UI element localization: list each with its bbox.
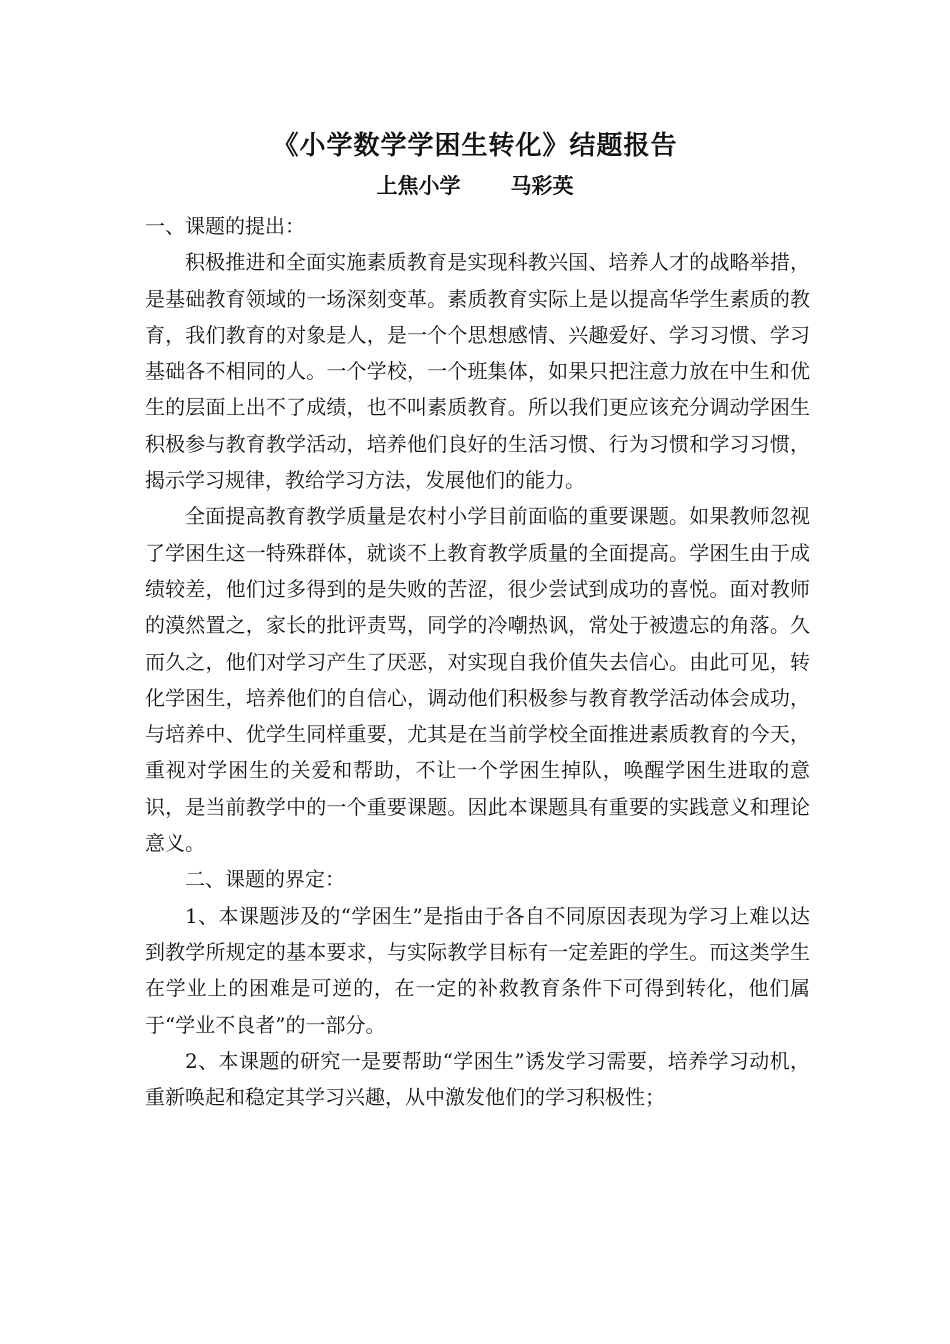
body-paragraph: 积极推进和全面实施素质教育是实现科教兴国、培养人才的战略举措，是基础教育领域的一场深刻变革。素质教育实际上是以提高华学生素质的教育，我们教育的对象是人，是一个个思想感情、兴趣爱好、学习习惯、学习基础各不相同的人。一个学校，一个班集体，如果只把注意力放在中生和优生的层面上出不了成绩，也不叫素质教育。所以我们更应该充分调动学困生积极参与教育教学活动，培养他们良好的生活习惯、行为习惯和学习习惯，揭示学习规律，教给学习方法，发展他们的能力。	[145, 250, 810, 493]
body-paragraph: 2、本课题的研究一是要帮助“学困生”诱发学习需要，培养学习动机，重新唤起和稳定其学习兴趣，从中激发他们的学习积极性；	[145, 1048, 810, 1110]
school-name: 上焦小学	[376, 174, 461, 198]
body-paragraph: 全面提高教育教学质量是农村小学目前面临的重要课题。如果教师忽视了学困生这一特殊群体，就谈不上教育教学质量的全面提高。学困生由于成绩较差，他们过多得到的是失败的苦涩，很少尝试到成功的喜悦。面对教师的漠然置之，家长的批评责骂，同学的冷嘲热讽，常处于被遗忘的角落。久而久之，他们对学习产生了厌恶，对实现自我价值失去信心。由此可见，转化学困生，培养他们的自信心，调动他们积极参与教育教学活动体会成功，与培养中、优学生同样重要，尤其是在当前学校全面推进素质教育的今天，重视对学困生的关爱和帮助，不让一个学困生掉队，唤醒学困生进取的意识，是当前教学中的一个重要课题。因此本课题具有重要的实践意义和理论意义。	[145, 504, 810, 856]
document-body	[145, 208, 810, 1115]
document-title: 《小学数学学困生转化》结题报告	[272, 131, 678, 161]
body-paragraph: 1、本课题涉及的“学困生”是指由于各自不同原因表现为学习上难以达到教学所规定的基本要求，与实际教学目标有一定差距的学生。而这类学生在学业上的困难是可逆的，在一定的补救教育条件下可得到转化，他们属于“学业不良者”的一部分。	[145, 903, 810, 1037]
author-name: 马彩英	[510, 174, 574, 198]
section-heading-1: 一、课题的提出：	[145, 214, 305, 238]
section-heading-2: 二、课题的界定：	[185, 867, 345, 892]
author-line	[0, 169, 950, 203]
